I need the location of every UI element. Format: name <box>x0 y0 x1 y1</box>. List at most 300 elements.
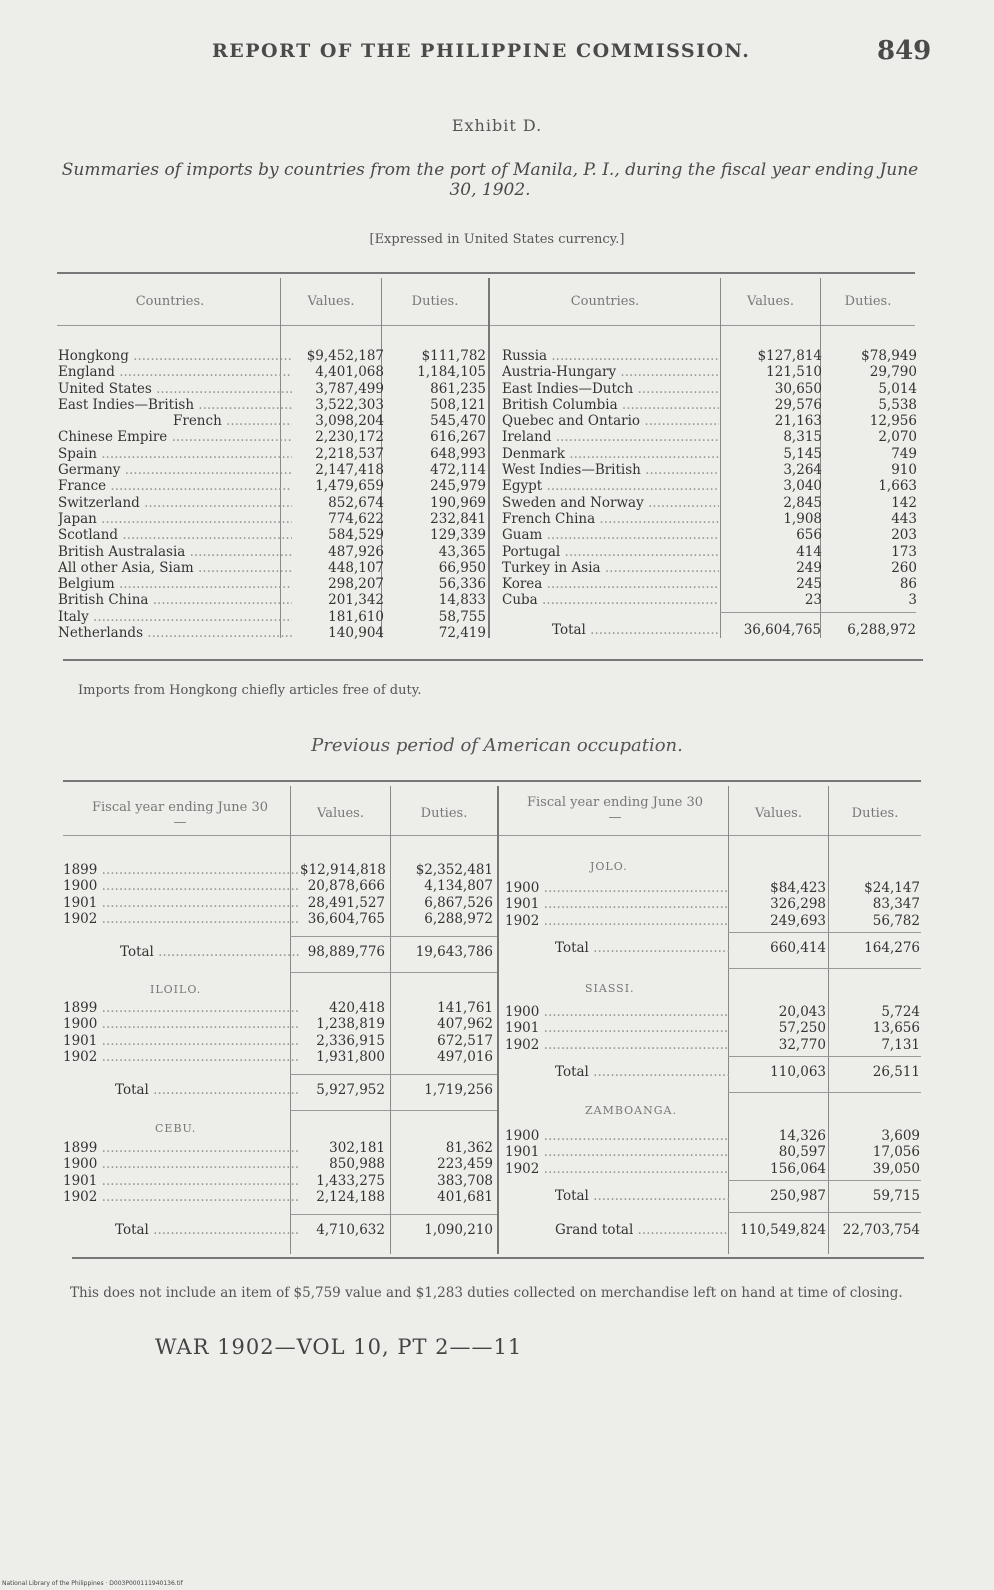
signature-line: WAR 1902—VOL 10, PT 2——11 <box>155 1335 523 1359</box>
row-duty: 545,470 <box>430 413 486 430</box>
row-value: 250,987 <box>770 1188 826 1204</box>
row-duty: 260 <box>891 559 917 576</box>
table-row <box>63 911 493 927</box>
row-label: 1900 ..... <box>63 1016 300 1032</box>
table-row <box>63 895 493 911</box>
siassi-rows <box>505 1004 920 1053</box>
row-duty: 2,070 <box>878 429 917 446</box>
row-label: Japan ..... <box>58 511 292 527</box>
table-row <box>58 478 486 494</box>
row-duty: 910 <box>891 462 917 479</box>
table-row <box>502 446 917 462</box>
column-header-values: Values. <box>307 294 355 309</box>
column-header-fiscal-year: Fiscal year ending June 30— <box>526 795 703 825</box>
row-value: 245 <box>796 576 822 593</box>
table-top-rule <box>63 780 921 782</box>
table-row <box>505 1020 920 1036</box>
row-value: 584,529 <box>328 527 384 544</box>
column-header-countries: Countries. <box>135 294 205 309</box>
row-label: Total ..... <box>115 1082 300 1098</box>
row-duty: 1,719,256 <box>424 1082 493 1098</box>
row-value: 80,597 <box>778 1144 826 1161</box>
row-label: British Columbia ..... <box>502 397 719 413</box>
exhibit-label: Exhibit D. <box>451 116 543 135</box>
row-label: Russia ..... <box>502 348 719 364</box>
table-row <box>58 381 486 397</box>
row-duty: 19,643,786 <box>415 944 493 960</box>
row-duty: 17,056 <box>872 1144 920 1161</box>
column-header-values: Values. <box>317 806 364 821</box>
manila-total-row <box>120 944 493 960</box>
table-row <box>555 1222 920 1238</box>
row-value: 21,163 <box>774 413 822 430</box>
table-row <box>502 592 917 608</box>
row-label: Belgium ..... <box>58 576 292 592</box>
table-row <box>58 462 486 478</box>
row-value: 30,650 <box>774 380 822 397</box>
row-value: 3,522,303 <box>315 396 384 413</box>
total-duty: 6,288,972 <box>847 622 916 638</box>
row-label: 1901 ..... <box>505 896 729 912</box>
row-value: $12,914,818 <box>300 862 386 878</box>
row-label: Denmark ..... <box>502 446 719 462</box>
row-value: 20,878,666 <box>307 878 385 895</box>
row-label: England ..... <box>58 364 292 380</box>
currency-note: [Expressed in United States currency.] <box>369 232 625 247</box>
row-duty: 86 <box>899 576 917 593</box>
total-label: Total ..... <box>552 622 718 638</box>
table-row <box>58 527 486 543</box>
table-row <box>502 348 917 364</box>
table-row <box>63 1000 493 1016</box>
zamboanga-heading: ZAMBOANGA. <box>585 1104 677 1117</box>
row-duty: 508,121 <box>430 396 486 413</box>
row-value: 110,549,824 <box>740 1222 826 1238</box>
table-row <box>58 429 486 445</box>
row-duty: 648,993 <box>430 445 486 462</box>
iloilo-total-row <box>115 1082 493 1098</box>
row-duty: 616,267 <box>430 429 486 446</box>
row-value: 1,479,659 <box>315 478 384 495</box>
grand-total-rule <box>728 1212 921 1213</box>
table-row <box>63 1033 493 1049</box>
row-label: Netherlands ..... <box>58 625 292 641</box>
row-label: French ..... <box>58 413 292 429</box>
row-duty: 5,724 <box>881 1004 920 1020</box>
row-value: 110,063 <box>770 1064 826 1080</box>
row-duty: 1,663 <box>878 478 917 495</box>
row-duty: 43,365 <box>438 543 486 560</box>
table-row <box>58 397 486 413</box>
zamboanga-rows <box>505 1128 920 1177</box>
page-number: 849 <box>877 36 932 66</box>
table-row <box>63 878 493 894</box>
iloilo-rows <box>63 1000 493 1065</box>
row-label: West Indies—British ..... <box>502 462 719 478</box>
table-row <box>63 1156 493 1172</box>
table-row <box>58 609 486 625</box>
row-value: 852,674 <box>328 494 384 511</box>
row-value: 448,107 <box>328 559 384 576</box>
row-duty: 3 <box>908 592 917 609</box>
section-rule <box>728 968 921 969</box>
row-label: East Indies—Dutch ..... <box>502 381 719 397</box>
row-label: British Australasia ..... <box>58 544 292 560</box>
row-value: 181,610 <box>328 608 384 625</box>
row-label: Total ..... <box>555 1064 729 1080</box>
siassi-total-row <box>555 1064 920 1080</box>
row-label: Italy ..... <box>58 609 292 625</box>
row-value: 20,043 <box>778 1004 826 1020</box>
cebu-total-row <box>115 1222 493 1238</box>
row-duty: 56,336 <box>438 576 486 593</box>
row-duty: 29,790 <box>869 364 917 381</box>
row-value: 420,418 <box>329 1000 385 1016</box>
table-row <box>115 1082 493 1098</box>
row-duty: 7,131 <box>881 1036 920 1053</box>
table-row <box>58 560 486 576</box>
library-stamp: National Library of the Philippines · D003P000111940136.tif <box>2 1580 183 1587</box>
row-duty: 6,288,972 <box>424 910 493 927</box>
row-duty: 81,362 <box>445 1140 493 1156</box>
column-header-duties: Duties. <box>411 294 459 309</box>
row-label: Sweden and Norway ..... <box>502 495 719 511</box>
total-value: 36,604,765 <box>743 622 821 638</box>
row-label: Total ..... <box>115 1222 300 1238</box>
row-duty: 203 <box>891 527 917 544</box>
row-value: 656 <box>796 527 822 544</box>
row-label: 1901 ..... <box>63 1173 300 1189</box>
row-value: 2,336,915 <box>316 1032 385 1049</box>
row-value: 1,433,275 <box>316 1172 385 1189</box>
row-duty: 6,867,526 <box>424 894 493 911</box>
table-row <box>63 1173 493 1189</box>
row-value: 3,264 <box>783 462 822 479</box>
countries-total-row <box>552 622 916 638</box>
subtotal-rule <box>290 936 497 937</box>
section-rule <box>290 972 497 973</box>
row-duty: 443 <box>891 510 917 527</box>
row-duty: 4,134,807 <box>424 878 493 895</box>
iloilo-heading: ILOILO. <box>150 983 202 996</box>
row-value: 57,250 <box>778 1020 826 1037</box>
row-duty: 1,090,210 <box>424 1222 493 1238</box>
row-value: 3,098,204 <box>315 413 384 430</box>
table-row <box>58 544 486 560</box>
cebu-rows <box>63 1140 493 1205</box>
row-duty: 66,950 <box>438 559 486 576</box>
table-row <box>502 397 917 413</box>
row-label: 1900 ..... <box>505 1004 729 1020</box>
row-duty: 56,782 <box>872 912 920 929</box>
row-value: 1,238,819 <box>316 1016 385 1033</box>
summary-title: Summaries of imports by countries from the port of Manila, P. I., during the fiscal year ending June 30, 1902. <box>61 160 919 200</box>
jolo-total-row <box>555 940 920 956</box>
row-value: 32,770 <box>778 1036 826 1053</box>
row-label: Portugal ..... <box>502 544 719 560</box>
row-label: Total ..... <box>555 1188 729 1204</box>
table-row <box>505 1144 920 1160</box>
table-row <box>505 1004 920 1020</box>
section-rule <box>290 1110 497 1111</box>
row-label: 1901 ..... <box>505 1020 729 1036</box>
row-duty: 83,347 <box>872 896 920 913</box>
row-duty: 672,517 <box>437 1032 493 1049</box>
hongkong-note: Imports from Hongkong chiefly articles free of duty. <box>78 683 422 698</box>
row-value: 3,787,499 <box>315 380 384 397</box>
row-label: France ..... <box>58 478 292 494</box>
row-value: 140,904 <box>328 625 384 642</box>
row-label: 1900 ..... <box>63 878 300 894</box>
row-duty: 190,969 <box>430 494 486 511</box>
row-label: 1899 ..... <box>63 862 300 878</box>
row-label: 1902 ..... <box>63 1189 300 1205</box>
row-value: 298,207 <box>328 576 384 593</box>
row-duty: 5,014 <box>878 380 917 397</box>
row-label: 1902 ..... <box>505 1161 729 1177</box>
row-label: 1901 ..... <box>505 1144 729 1160</box>
jolo-rows <box>505 880 920 929</box>
row-duty: 14,833 <box>438 592 486 609</box>
section-rule <box>728 1092 921 1093</box>
row-value: 2,230,172 <box>315 429 384 446</box>
table-row <box>502 560 917 576</box>
row-label: Scotland ..... <box>58 527 292 543</box>
row-duty: $78,949 <box>861 348 917 364</box>
row-duty: 232,841 <box>430 510 486 527</box>
row-duty: 472,114 <box>430 462 486 479</box>
table-row <box>63 862 493 878</box>
row-label: British China ..... <box>58 592 292 608</box>
row-value: 249 <box>796 559 822 576</box>
row-label: Guam ..... <box>502 527 719 543</box>
running-header: REPORT OF THE PHILIPPINE COMMISSION. <box>212 40 751 62</box>
row-duty: $2,352,481 <box>415 862 493 878</box>
siassi-heading: SIASSI. <box>585 982 635 995</box>
table-row <box>63 1049 493 1065</box>
row-label: Austria-Hungary ..... <box>502 364 719 380</box>
row-duty: 5,538 <box>878 396 917 413</box>
row-label: All other Asia, Siam ..... <box>58 560 292 576</box>
table-row <box>555 1064 920 1080</box>
row-label: 1902 ..... <box>505 913 729 929</box>
table-header-rule <box>63 835 921 836</box>
row-duty: 142 <box>891 494 917 511</box>
table-row <box>505 913 920 929</box>
row-label: 1902 ..... <box>63 911 300 927</box>
row-label: Switzerland ..... <box>58 495 292 511</box>
column-header-fiscal-year: Fiscal year ending June 30— <box>91 800 268 830</box>
row-duty: 26,511 <box>872 1064 920 1080</box>
row-value: 8,315 <box>783 429 822 446</box>
row-duty: 141,761 <box>437 1000 493 1016</box>
row-label: 1899 ..... <box>63 1000 300 1016</box>
row-value: 5,927,952 <box>316 1082 385 1098</box>
row-label: 1900 ..... <box>505 1128 729 1144</box>
column-header-duties: Duties. <box>844 294 892 309</box>
row-label: 1899 ..... <box>63 1140 300 1156</box>
table-header-rule <box>57 325 915 326</box>
row-duty: 164,276 <box>864 940 920 956</box>
table-bottom-rule <box>63 659 923 661</box>
row-duty: 39,050 <box>872 1160 920 1177</box>
row-duty: 1,184,105 <box>417 364 486 381</box>
row-duty: 383,708 <box>437 1172 493 1189</box>
total-rule <box>720 612 916 613</box>
row-value: 2,845 <box>783 494 822 511</box>
subtotal-rule <box>728 1180 921 1181</box>
row-duty: 58,755 <box>438 608 486 625</box>
row-value: 302,181 <box>329 1140 385 1156</box>
table-row <box>58 495 486 511</box>
row-value: 23 <box>804 592 822 609</box>
row-duty: 861,235 <box>430 380 486 397</box>
row-label: Total ..... <box>555 940 729 956</box>
table-row <box>63 1140 493 1156</box>
row-label: United States ..... <box>58 381 292 397</box>
row-value: 156,064 <box>770 1160 826 1177</box>
column-divider <box>497 786 499 1254</box>
row-value: 2,218,537 <box>315 445 384 462</box>
row-duty: 223,459 <box>437 1156 493 1173</box>
table-row <box>505 896 920 912</box>
row-label: East Indies—British ..... <box>58 397 292 413</box>
table-row <box>502 429 917 445</box>
table-row <box>502 495 917 511</box>
table-row <box>58 446 486 462</box>
row-duty: 245,979 <box>430 478 486 495</box>
row-duty: 22,703,754 <box>842 1222 920 1238</box>
row-value: 249,693 <box>770 912 826 929</box>
row-value: 5,145 <box>783 445 822 462</box>
table-row <box>502 511 917 527</box>
table-row <box>502 381 917 397</box>
jolo-heading: JOLO. <box>590 860 628 873</box>
cebu-heading: CEBU. <box>155 1122 197 1135</box>
table-row <box>58 511 486 527</box>
table-row <box>505 880 920 896</box>
row-label: Spain ..... <box>58 446 292 462</box>
table-row <box>555 940 920 956</box>
table-row <box>502 576 917 592</box>
row-value: 121,510 <box>766 364 822 381</box>
row-label: Egypt ..... <box>502 478 719 494</box>
subtotal-rule <box>728 932 921 933</box>
table-row <box>63 1189 493 1205</box>
row-duty: 401,681 <box>437 1188 493 1205</box>
column-header-countries: Countries. <box>570 294 640 309</box>
table-row <box>58 625 486 641</box>
row-duty: 72,419 <box>438 625 486 642</box>
row-label: 1902 ..... <box>505 1037 729 1053</box>
row-label: 1900 ..... <box>505 880 729 896</box>
row-label: Korea ..... <box>502 576 719 592</box>
row-value: 4,401,068 <box>315 364 384 381</box>
row-duty: 12,956 <box>869 413 917 430</box>
subtotal-rule <box>728 1056 921 1057</box>
row-value: 29,576 <box>774 396 822 413</box>
row-label: Cuba ..... <box>502 592 719 608</box>
row-duty: 407,962 <box>437 1016 493 1033</box>
previous-period-title: Previous period of American occupation. <box>311 735 683 756</box>
row-duty: 3,609 <box>881 1128 920 1144</box>
table-bottom-rule <box>72 1257 924 1259</box>
row-label: 1901 ..... <box>63 1033 300 1049</box>
row-duty: 59,715 <box>872 1188 920 1204</box>
table-top-rule <box>57 272 915 274</box>
table-row <box>58 413 486 429</box>
row-value: 2,124,188 <box>316 1188 385 1205</box>
table-row <box>58 348 486 364</box>
row-value: 36,604,765 <box>307 910 385 927</box>
footnote: This does not include an item of $5,759 value and $1,283 duties collected on merchandise left on hand at time of closing. <box>70 1285 903 1301</box>
row-value: 850,988 <box>329 1156 385 1173</box>
row-label: Ireland ..... <box>502 429 719 445</box>
row-label: 1901 ..... <box>63 895 300 911</box>
row-duty: $24,147 <box>864 880 920 896</box>
row-label: French China ..... <box>502 511 719 527</box>
column-header-duties: Duties. <box>851 806 899 821</box>
row-value: 774,622 <box>328 510 384 527</box>
column-header-values: Values. <box>755 806 802 821</box>
table-row <box>555 1188 920 1204</box>
column-header-duties: Duties. <box>420 806 468 821</box>
row-value: 28,491,527 <box>307 894 385 911</box>
row-label: 1900 ..... <box>63 1156 300 1172</box>
row-label: Turkey in Asia ..... <box>502 560 719 576</box>
table-row <box>502 462 917 478</box>
row-label: Germany ..... <box>58 462 292 478</box>
row-value: 326,298 <box>770 896 826 913</box>
row-value: 98,889,776 <box>307 944 385 960</box>
subtotal-rule <box>290 1214 497 1215</box>
table-row <box>502 364 917 380</box>
table-row <box>115 1222 493 1238</box>
row-duty: 129,339 <box>430 527 486 544</box>
manila-rows <box>63 862 493 927</box>
row-value: 4,710,632 <box>316 1222 385 1238</box>
table-row <box>58 592 486 608</box>
column-divider <box>488 278 490 638</box>
grand-total-row <box>555 1222 920 1238</box>
row-label: Hongkong ..... <box>58 348 292 364</box>
row-value: 201,342 <box>328 592 384 609</box>
column-header-values: Values. <box>747 294 794 309</box>
table-row <box>120 944 493 960</box>
row-duty: 173 <box>891 543 917 560</box>
table-row <box>502 478 917 494</box>
row-label: 1902 ..... <box>63 1049 300 1065</box>
row-label: Grand total ..... <box>555 1222 729 1238</box>
row-label: Total ..... <box>120 944 300 960</box>
row-label: Quebec and Ontario ..... <box>502 413 719 429</box>
row-value: 660,414 <box>770 940 826 956</box>
table-row <box>63 1016 493 1032</box>
table-row <box>505 1128 920 1144</box>
row-value: $84,423 <box>770 880 826 896</box>
countries-list-right <box>502 348 917 609</box>
table-row <box>502 527 917 543</box>
table-row <box>505 1161 920 1177</box>
row-value: $127,814 <box>757 348 822 364</box>
row-duty: 13,656 <box>872 1020 920 1037</box>
row-duty: $111,782 <box>421 348 486 364</box>
table-row <box>505 1037 920 1053</box>
row-duty: 749 <box>891 445 917 462</box>
table-row <box>58 576 486 592</box>
row-value: 487,926 <box>328 543 384 560</box>
table-row <box>502 413 917 429</box>
